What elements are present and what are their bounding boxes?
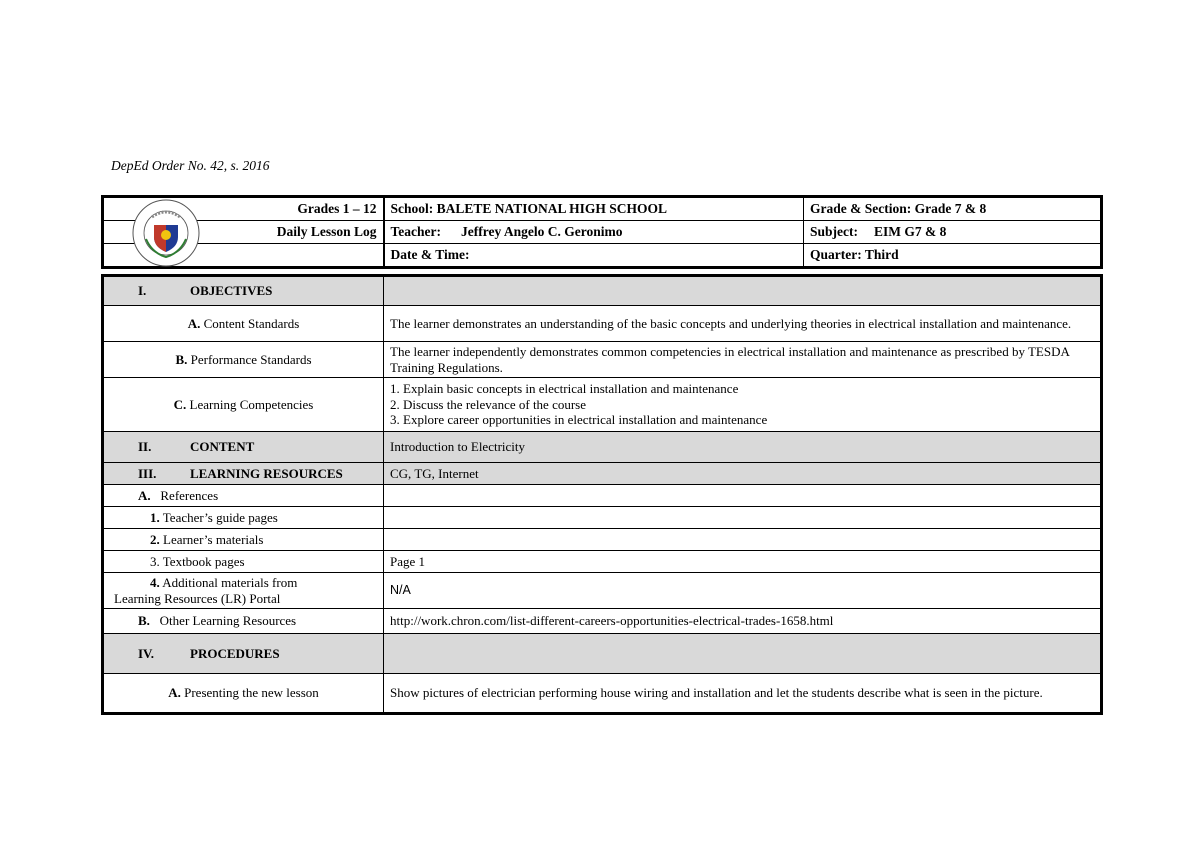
row-label: Content Standards	[200, 315, 300, 331]
row-value: CG, TG, Internet	[384, 463, 1102, 485]
row-label: Learning Competencies	[186, 396, 314, 412]
date-time-label: Date & Time:	[390, 247, 470, 262]
additional-materials-row	[103, 573, 1102, 609]
section-number: III.	[138, 465, 157, 481]
section-label: LEARNING RESOURCES	[190, 465, 343, 481]
textbook-row	[103, 551, 1102, 573]
learners-materials-row	[103, 529, 1102, 551]
learning-resources-row	[103, 463, 1102, 485]
presenting-row	[103, 674, 1102, 714]
section-label: PROCEDURES	[190, 645, 280, 661]
row-value: Show pictures of electrician performing house wiring and installation and let the students describe what is seen in the picture.	[384, 674, 1102, 714]
row-letter: A.	[187, 315, 201, 331]
competency-item: 3. Explore career opportunities in electrical installation and maintenance	[390, 412, 768, 428]
teachers-guide-row	[103, 507, 1102, 529]
subject-cell	[804, 221, 1102, 244]
row-label: Performance Standards	[187, 351, 312, 367]
teacher-label: Teacher:	[390, 224, 441, 239]
section-number: I.	[138, 283, 147, 299]
content-standards-row	[103, 306, 1102, 342]
subject-value: EIM G7 & 8	[874, 224, 947, 239]
row-label-cont: Learning Resources (LR) Portal	[114, 590, 281, 606]
references-row	[103, 485, 1102, 507]
header-table	[101, 195, 1103, 269]
grade-section-cell	[804, 197, 1102, 221]
row-number: 1.	[150, 509, 160, 525]
section-label: CONTENT	[190, 439, 255, 455]
teacher-cell	[384, 221, 804, 244]
row-number: 4.	[150, 575, 160, 590]
log-label: Daily Lesson Log	[276, 224, 377, 239]
learning-competencies-row	[103, 378, 1102, 432]
section-label: OBJECTIVES	[190, 283, 273, 299]
performance-standards-row	[103, 342, 1102, 378]
row-letter: B.	[175, 351, 188, 367]
competency-item: 1. Explain basic concepts in electrical installation and maintenance	[390, 381, 739, 397]
lesson-table	[101, 274, 1103, 715]
row-letter: A.	[168, 685, 181, 701]
quarter-label: Quarter:	[810, 247, 862, 262]
row-letter: B.	[138, 613, 150, 629]
row-label: References	[160, 487, 219, 503]
row-label: 3. Textbook pages	[150, 553, 245, 569]
resource-link[interactable]: http://work.chron.com/list-different-careers-opportunities-electrical-trades-1658.html	[384, 609, 1102, 634]
row-letter: A.	[138, 487, 151, 503]
row-value: Introduction to Electricity	[384, 432, 1102, 463]
competency-item: 2. Discuss the relevance of the course	[390, 396, 587, 412]
school-label: School: BALETE NATIONAL HIGH SCHOOL	[390, 201, 668, 216]
row-value: N/A	[384, 573, 1102, 609]
row-value: Page 1	[384, 551, 1102, 573]
objectives-row	[103, 276, 1102, 306]
school-cell	[384, 197, 804, 221]
subject-label: Subject:	[810, 224, 858, 239]
grade-section-label: Grade & Section: Grade 7 & 8	[810, 201, 987, 216]
grades-cell	[103, 197, 384, 221]
deped-order: DepEd Order No. 42, s. 2016	[111, 158, 270, 173]
other-resources-row	[103, 609, 1102, 634]
grades-label: Grades 1 – 12	[297, 201, 377, 216]
row-value: The learner demonstrates an understanding of the basic concepts and underlying theories in electrical installation and maintenance.	[384, 306, 1102, 342]
quarter-value: Third	[864, 247, 899, 262]
row-label: Teacher’s guide pages	[159, 509, 278, 525]
procedures-row	[103, 634, 1102, 674]
section-number: II.	[138, 439, 152, 455]
row-label: Learner’s materials	[159, 531, 264, 547]
row-label: Additional materials from	[159, 575, 298, 590]
section-number: IV.	[138, 645, 155, 661]
teacher-name: Jeffrey Angelo C. Geronimo	[461, 224, 623, 239]
row-letter: C.	[173, 396, 187, 412]
row-label: Other Learning Resources	[159, 613, 297, 629]
row-label: Presenting the new lesson	[180, 685, 319, 701]
quarter-cell	[804, 244, 1102, 268]
content-row	[103, 432, 1102, 463]
deped-seal-icon	[132, 199, 200, 267]
row-number: 2.	[150, 531, 160, 547]
row-value: The learner independently demonstrates common competencies in electrical installation and maintenance as prescribed by TESDA Training Regulations.	[384, 342, 1102, 378]
date-cell	[384, 244, 804, 268]
